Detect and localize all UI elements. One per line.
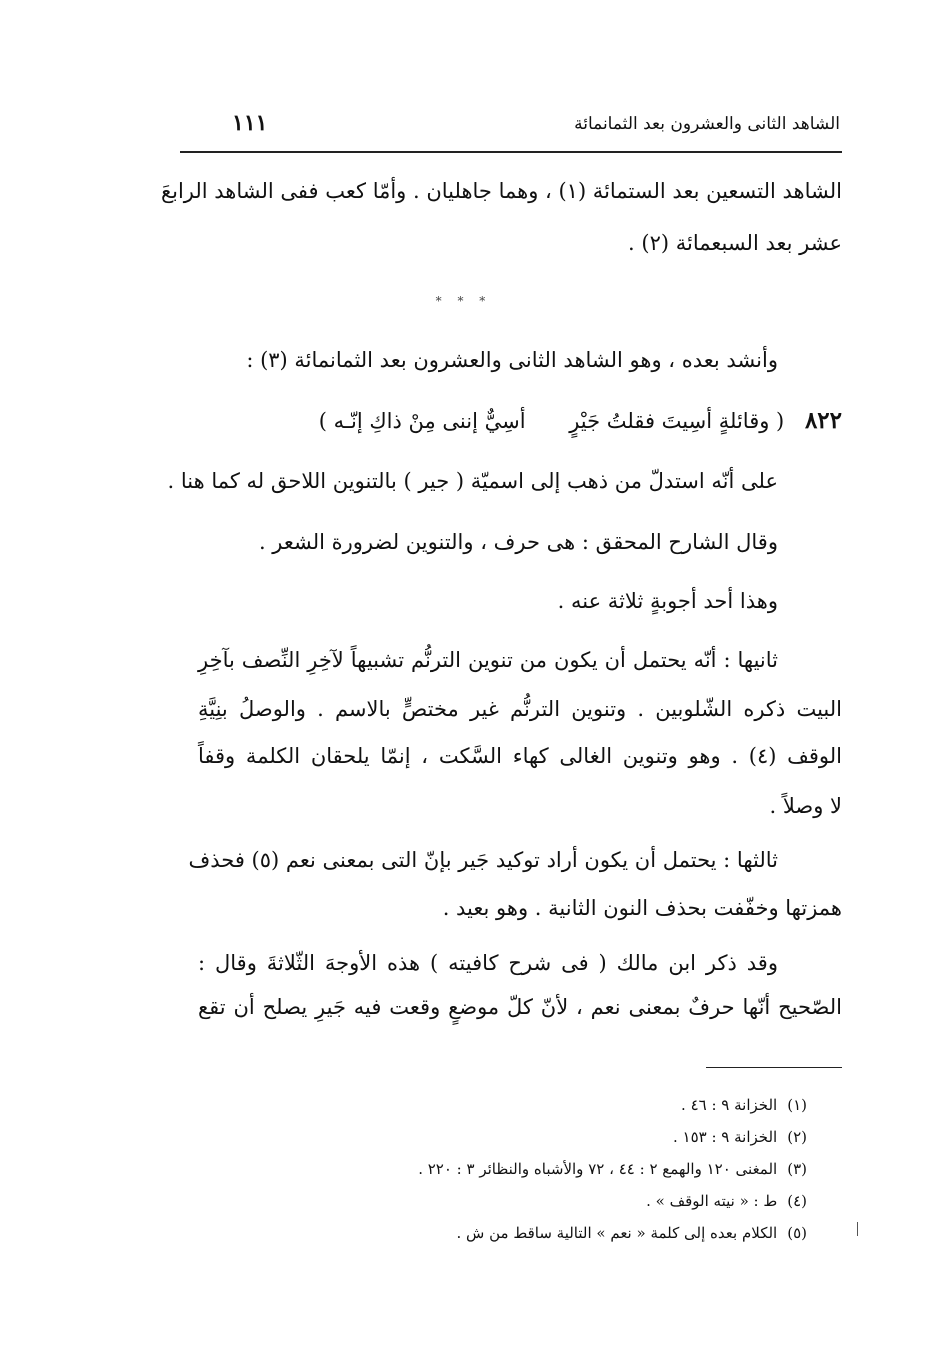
header-rule [180,151,842,153]
text-line: الشاهد التسعين بعد الستمائة (١) ، وهما جاهليان . وأمّا كعب ففى الشاهد الرابعَ [160,179,842,203]
footnote-marker: (٥) [787,1224,807,1242]
footnote-text: الخزانة ٩ : ١٥٣ . [672,1128,778,1146]
text-line: على أنّه استدلّ من ذهب إلى اسميّة ( جير ) بالتنوين اللاحق له كما هنا . [167,469,778,493]
text-line: وقال الشارح المحقق : هى حرف ، والتنوين لضرورة الشعر . [258,530,778,554]
footnote-text: الكلام بعده إلى كلمة « نعم » التالية ساقط من ش . [456,1224,778,1242]
footnote [681,1094,807,1116]
text-line: البيت ذكره الشّلوبين . وتنوين الترنُّم غير مختصٍّ بالاسم . والوصلُ بنِيَّةِ [198,697,842,721]
section-separator: * * * [435,294,492,308]
footnote [457,1222,808,1244]
running-header [180,110,840,144]
verse-number: ٨٢٢ [804,407,842,434]
text-line: ثالثها : يحتمل أن يكون أراد توكيد جَير بإنّ التى بمعنى نعم (٥) فحذف [188,848,778,872]
verse-first-hemistich: ( وقائلةٍ أسِيتَ فقلتُ جَيْرٍ [569,409,785,433]
text-line: الصّحيح أنّها حرفٌ بمعنى نعم ، لأنّ كلّ موضعٍ وقعت فيه جَيرِ يصلح أن تقع [198,995,842,1019]
text-line: لا وصلاً . [769,794,842,818]
footnote-marker: (٤) [787,1192,807,1210]
text-line: الوقف (٤) . وهو وتنوين الغالى كهاء السَّكت ، إنمّا يلحقان الكلمة وقفاً [198,744,842,768]
text-line: ثانيها : أنّه يحتمل أن يكون من تنوين الترنُّم تشبيهاً لآخِرِ النِّصف بآخِرِ [198,648,778,672]
footnote-text: الخزانة ٩ : ٤٦ . [681,1096,778,1114]
footnote-marker: (٣) [787,1160,807,1178]
scan-mark [857,1222,858,1236]
footnote [673,1126,807,1148]
footnote [646,1190,807,1212]
text-line: وهذا أحد أجوبةٍ ثلاثة عنه . [557,589,778,613]
footnote-text: ط : « نيته الوقف » . [646,1192,778,1210]
text-line: همزتها وخفّفت بحذف النون الثانية . وهو بعيد . [442,896,842,920]
text-line: وأنشد بعده ، وهو الشاهد الثانى والعشرون بعد الثمانمائة (٣) : [246,348,778,372]
footnote-marker: (١) [787,1096,807,1114]
footnote-marker: (٢) [787,1128,807,1146]
text-line: عشر بعد السبعمائة (٢) . [628,231,842,255]
text-line: وقد ذكر ابن مالك ( فى شرح كافيته ) هذه الأوجهَ الثّلاثةَ وقال : [198,951,778,975]
footnote-rule [706,1067,842,1068]
verse-line [196,404,842,440]
footnote [418,1158,807,1180]
page-number: ١١١ [232,110,268,136]
running-title: الشاهد الثانى والعشرون بعد الثمانمائة [574,114,840,134]
footnote-text: المغنى ١٢٠ والهمع ٢ : ٤٤ ، ٧٢ والأشباه والنظائر ٣ : ٢٢٠ . [418,1160,778,1178]
verse-second-hemistich: أسِيٌّ إننى مِنْ ذاكِ إنّـه ) [318,409,526,433]
